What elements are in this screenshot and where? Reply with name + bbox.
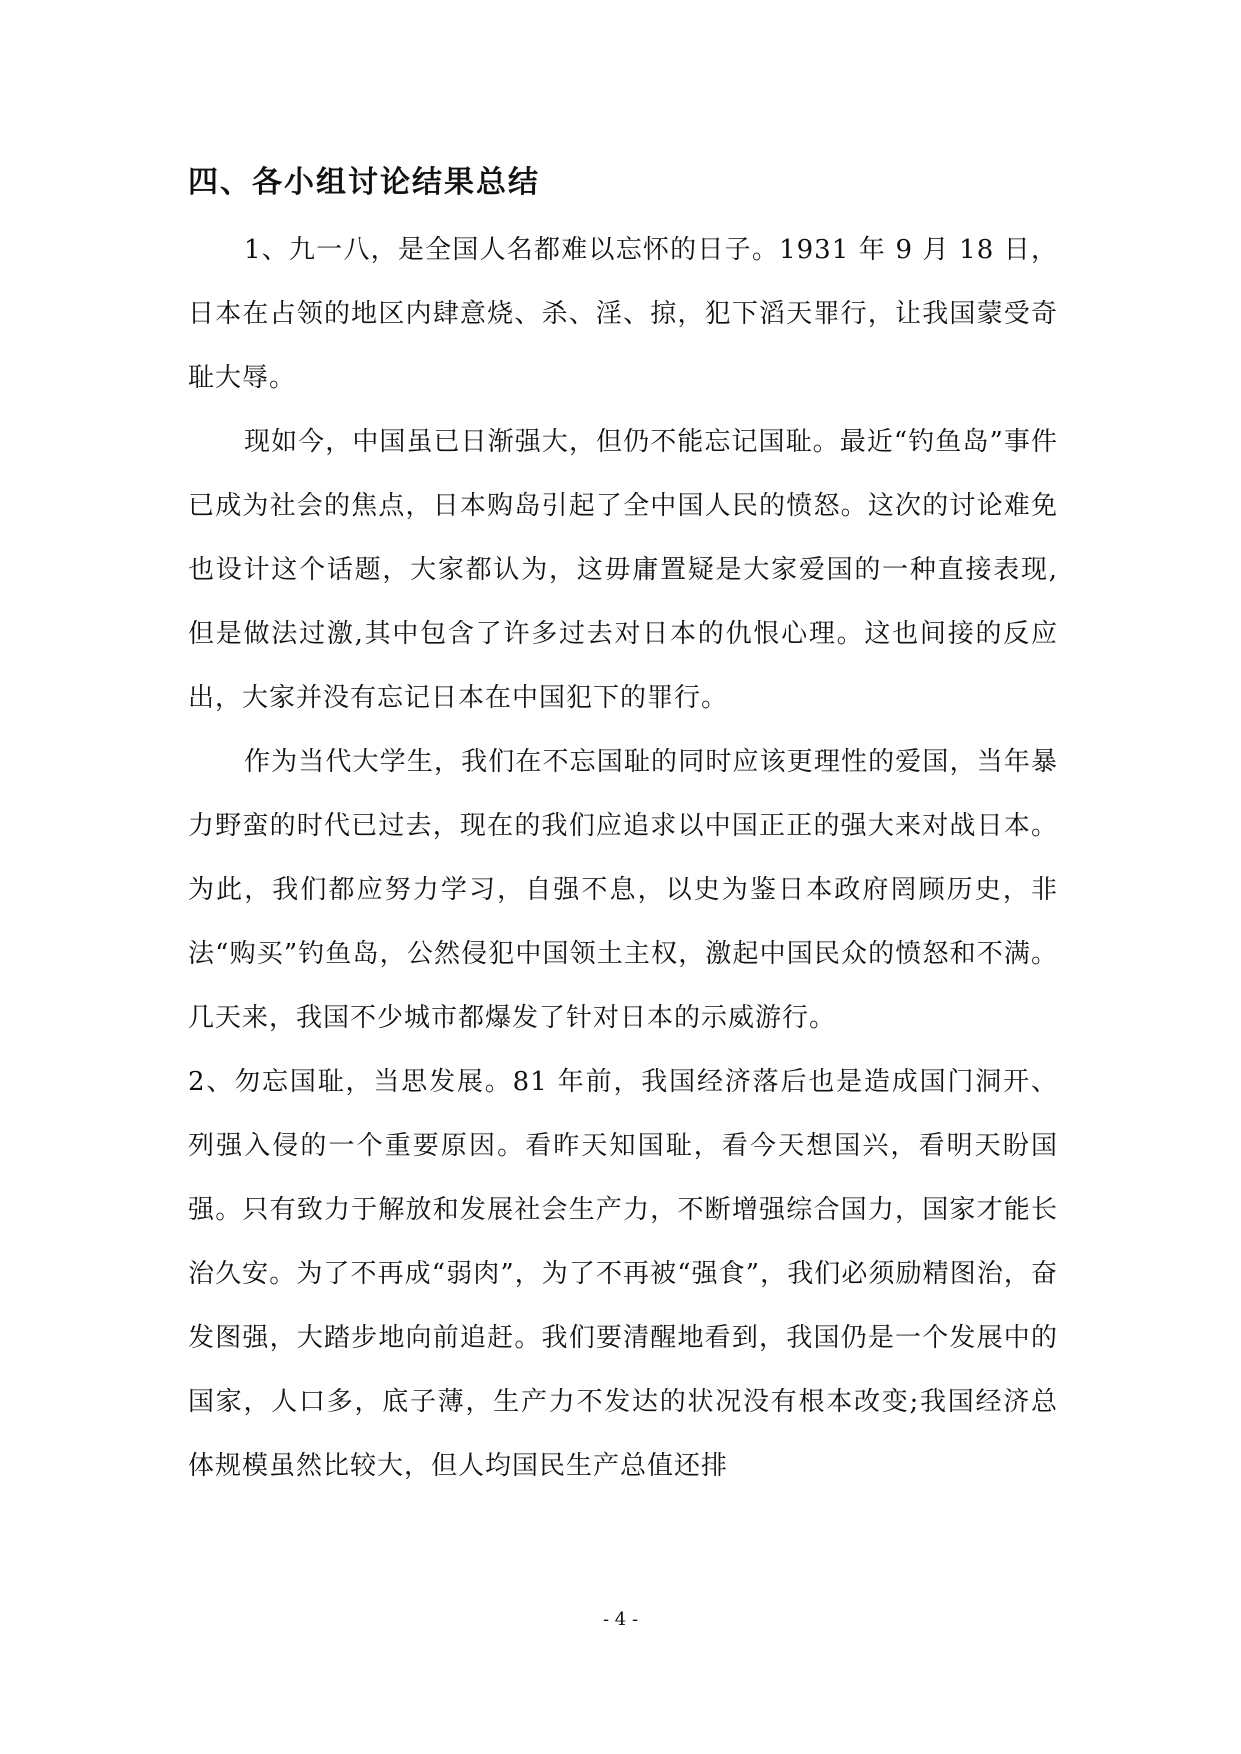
paragraph-1: 1、九一八，是全国人名都难以忘怀的日子。1931 年 9 月 18 日，日本在占领的地区内肆意烧、杀、淫、掠，犯下滔天罪行，让我国蒙受奇耻大辱。 <box>188 235 1058 393</box>
section-heading: 四、各小组讨论结果总结 <box>188 165 540 200</box>
page-number: - 4 - <box>602 1609 639 1630</box>
paragraph-4: 2、勿忘国耻，当思发展。81 年前，我国经济落后也是造成国门洞开、列强入侵的一个重要原因。看昨天知国耻，看今天想国兴，看明天盼国强。只有致力于解放和发展社会生产力，不断增强综合国力，国家才能长治久安。为了不再成“弱肉”，为了不再被“强食”，我们必须励精图治，奋发图强，大踏步地向前追赶。我们要清醒地看到，我国仍是一个发展中的国家，人口多，底子薄，生产力不发达的状况没有根本改变;我国经济总体规模虽然比较大，但人均国民生产总值还排 <box>188 1067 1058 1481</box>
paragraph-2: 现如今，中国虽已日渐强大，但仍不能忘记国耻。最近“钓鱼岛”事件已成为社会的焦点，日本购岛引起了全中国人民的愤怒。这次的讨论难免也设计这个话题，大家都认为，这毋庸置疑是大家爱国的一种直接表现,但是做法过激,其中包含了许多过去对日本的仇恨心理。这也间接的反应出，大家并没有忘记日本在中国犯下的罪行。 <box>188 427 1058 713</box>
document-body <box>188 158 1058 1498</box>
paragraph-3: 作为当代大学生，我们在不忘国耻的同时应该更理性的爱国，当年暴力野蛮的时代已过去，现在的我们应追求以中国正正的强大来对战日本。为此，我们都应努力学习，自强不息，以史为鉴日本政府罔顾历史，非法“购买”钓鱼岛，公然侵犯中国领土主权，激起中国民众的愤怒和不满。几天来，我国不少城市都爆发了针对日本的示威游行。 <box>188 747 1058 1033</box>
